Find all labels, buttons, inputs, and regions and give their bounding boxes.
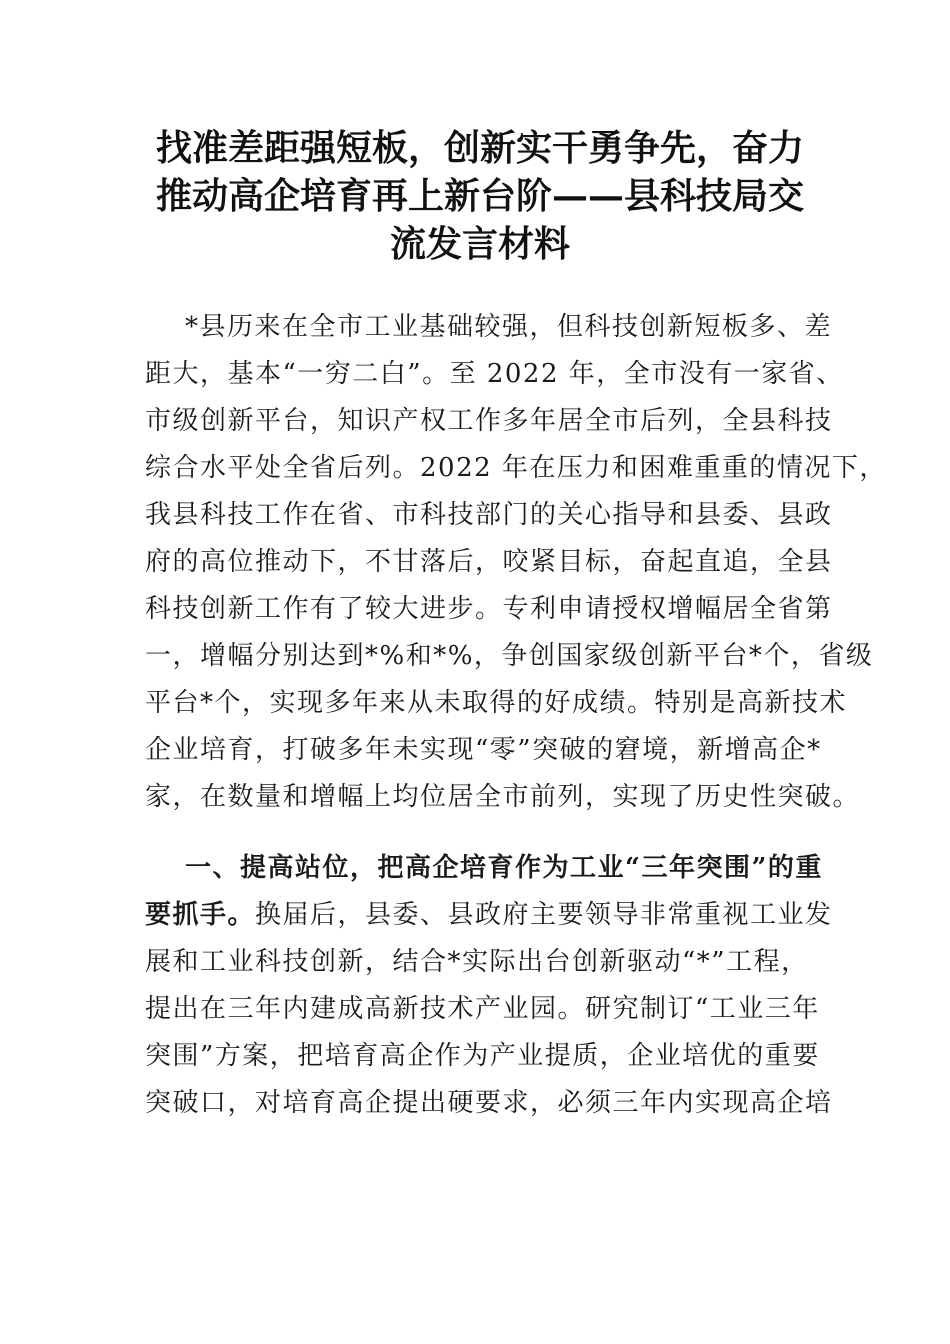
section-text: 换届后，县委、县政府主要领导非常重视工业发 — [255, 900, 833, 930]
title-line: 找准差距强短板，创新实干勇争先，奋力 — [155, 127, 804, 169]
text-line — [145, 892, 833, 939]
text-line: 综合水平处全省后列。2022 年在压力和困难重重的情况下， — [145, 453, 887, 483]
text-line: 家，在数量和增幅上均位居全市前列，实现了历史性突破。 — [145, 782, 861, 812]
paragraph-gap — [145, 821, 825, 845]
text-line: 我县科技工作在省、市科技部门的关心指导和县委、县政 — [145, 500, 833, 530]
text-line: 企业培育，打破多年未实现“零”突破的窘境，新增高企* — [145, 735, 822, 765]
text-line: 市级创新平台，知识产权工作多年居全市后列，全县科技 — [145, 406, 833, 436]
paragraph-section-1 — [145, 845, 833, 1127]
text-line: 一，增幅分别达到*%和*%，争创国家级创新平台*个，省级 — [145, 641, 874, 671]
text-line: 距大，基本“一穷二白”。至 2022 年，全市没有一家省、 — [145, 359, 844, 389]
title-line: 流发言材料 — [389, 223, 570, 265]
text-line: 府的高位推动下，不甘落后，咬紧目标，奋起直追，全县 — [145, 547, 833, 577]
text-line: *县历来在全市工业基础较强，但科技创新短板多、差 — [185, 312, 833, 342]
text-line: 突破口，对培育高企提出硬要求，必须三年内实现高企培 — [145, 1088, 833, 1118]
section-heading-end: 要抓手。 — [145, 900, 256, 930]
document-title — [140, 124, 820, 268]
paragraph-intro — [145, 304, 887, 821]
text-line: 提出在三年内建成高新技术产业园。研究制订“工业三年 — [145, 994, 820, 1024]
text-line: 突围”方案，把培育高企作为产业提质，企业培优的重要 — [145, 1041, 820, 1071]
text-line: 平台*个，实现多年来从未取得的好成绩。特别是高新技术 — [145, 688, 848, 718]
title-line: 推动高企培育再上新台阶——县科技局交 — [155, 175, 804, 217]
text-line: 展和工业科技创新，结合*实际出台创新驱动“*”工程， — [145, 947, 809, 977]
document-body — [145, 304, 887, 1127]
section-heading: 一、提高站位，把高企培育作为工业“三年突围”的重 — [185, 853, 823, 883]
text-line: 科技创新工作有了较大进步。专利申请授权增幅居全省第 — [145, 594, 833, 624]
